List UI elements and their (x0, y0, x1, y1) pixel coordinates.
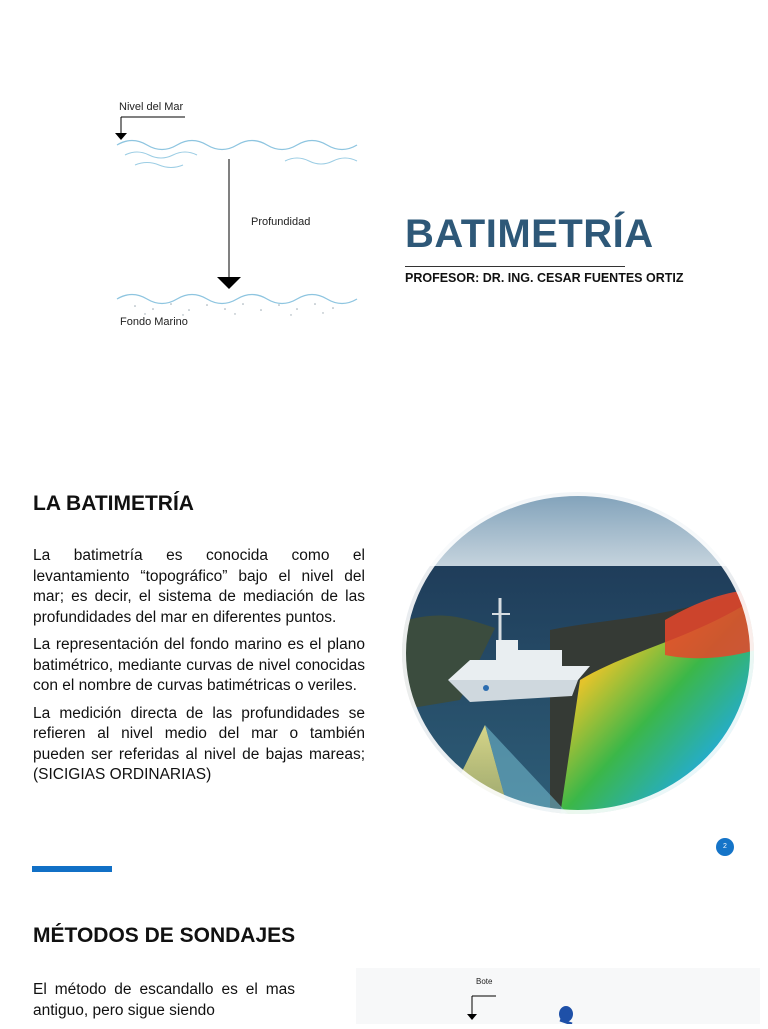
depth-label: Profundidad (251, 216, 311, 228)
sounding-diagram (356, 968, 760, 1024)
accent-bar (32, 866, 112, 872)
title-divider (405, 266, 625, 267)
content-slide-sondajes (0, 890, 768, 1024)
ship-sonar-illustration (400, 490, 756, 816)
slide-heading: LA BATIMETRÍA (33, 492, 194, 515)
page-number-badge: 2 (716, 838, 734, 856)
boat-sounding-graphic (356, 968, 760, 1024)
title-slide (0, 0, 768, 450)
slide-body (33, 546, 365, 793)
depth-diagram (95, 95, 375, 335)
boat-label: Bote (476, 977, 493, 986)
bathymetry-survey-image (400, 490, 756, 816)
body-paragraph-3: La medición directa de las profundidades se refieren al nivel medio del mar o también pueden ser referidas al nivel de bajas mareas; (SICIGIAS ORDINARIAS) (33, 704, 365, 783)
seabed-label: Fondo Marino (120, 316, 188, 328)
slide-body: El método de escandallo es el mas antiguo, pero sigue siendo (33, 981, 295, 1019)
body-paragraph-1: La batimetría es conocida como el levantamiento “topográfico” bajo el nivel del mar; es decir, el sistema de mediación de las profundidades del mar en diferentes puntos. (33, 547, 365, 626)
content-slide-batimetria (0, 450, 768, 890)
presenter-name: PROFESOR: DR. ING. CESAR FUENTES ORTIZ (405, 271, 684, 285)
slide-heading: MÉTODOS DE SONDAJES (33, 924, 296, 947)
sea-level-label: Nivel del Mar (119, 101, 184, 113)
depth-diagram-graphic (95, 95, 375, 335)
presentation-title: BATIMETRÍA (405, 212, 654, 256)
body-paragraph-2: La representación del fondo marino es el plano batimétrico, mediante curvas de nivel conocidas con el nombre de curvas batimétricas o veriles. (33, 636, 365, 694)
